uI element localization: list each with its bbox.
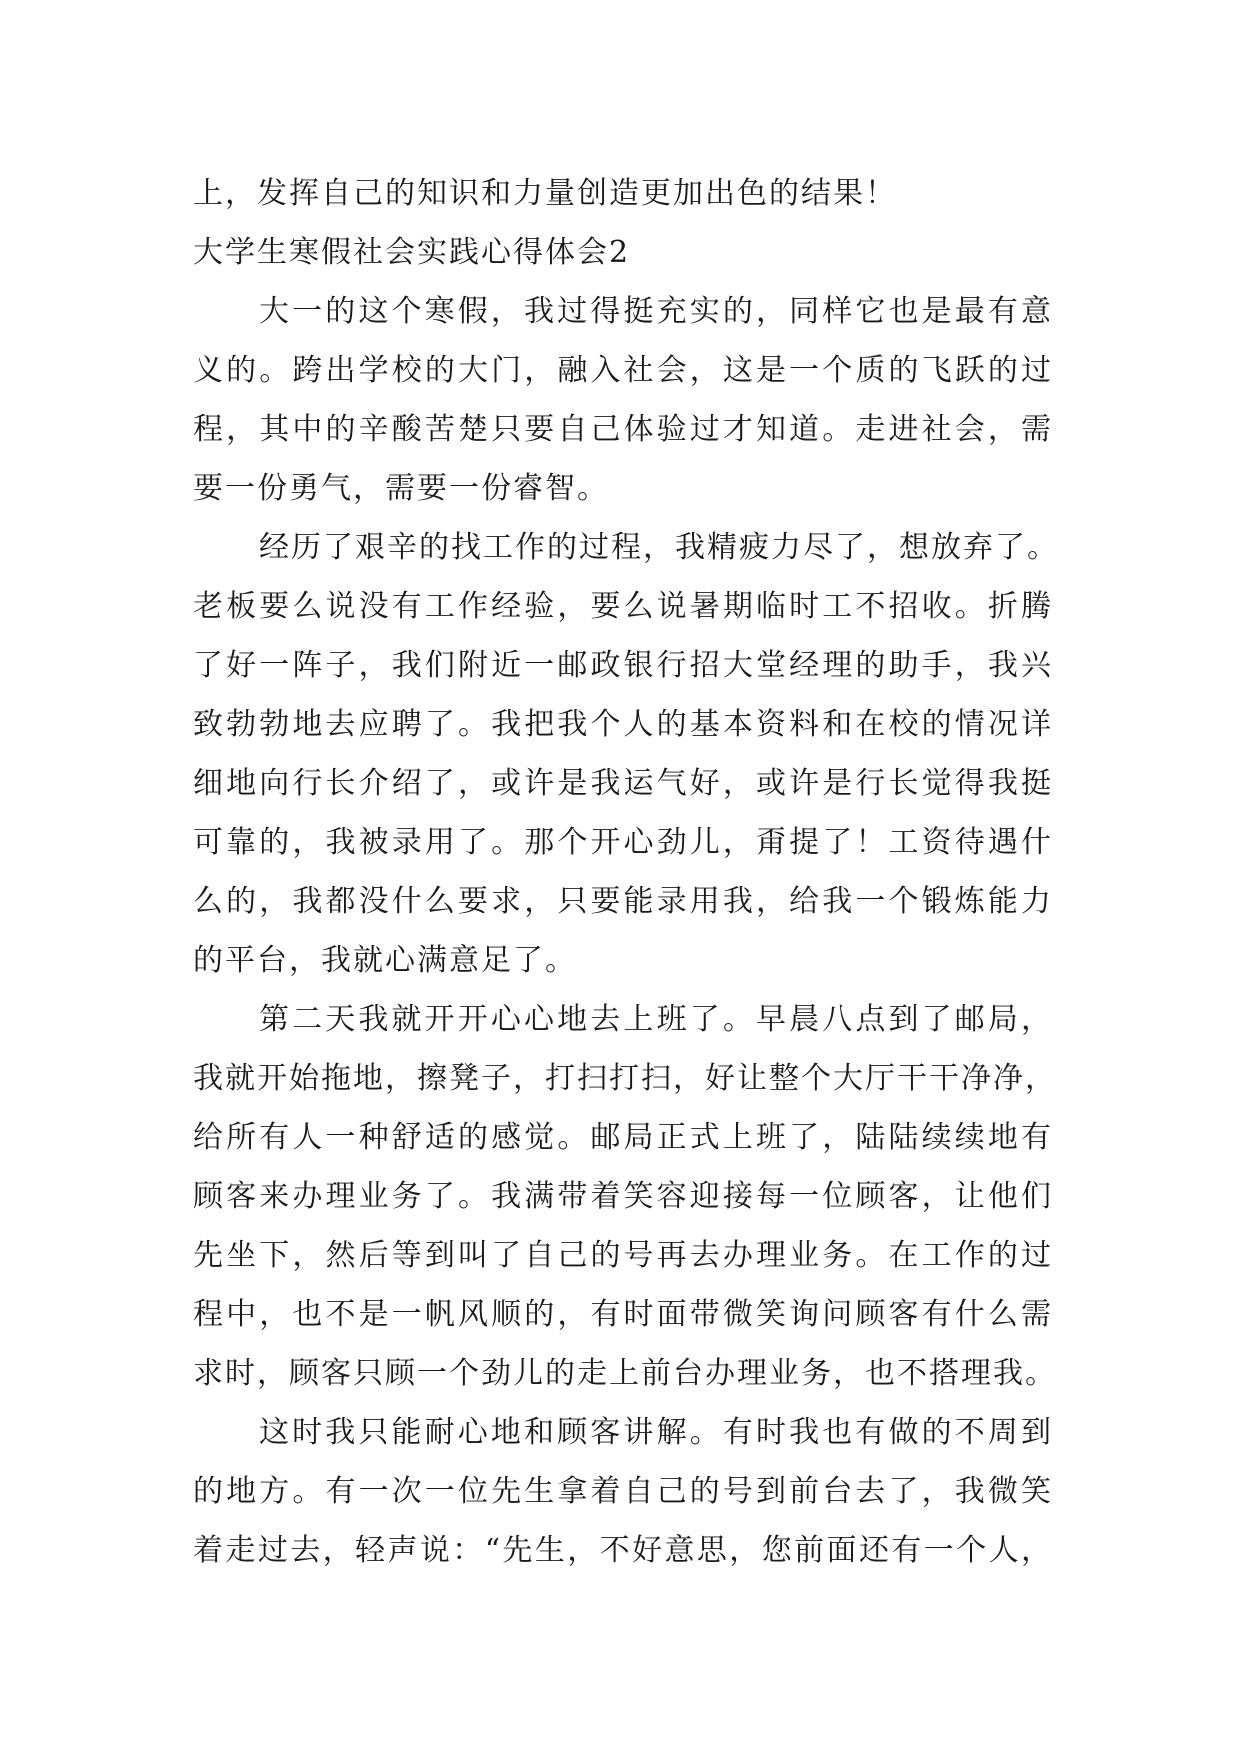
text-line: 我就开始拖地，擦凳子，打扫打扫，好让整个大厅干干净净， xyxy=(193,1061,1057,1096)
text-line: 的平台，我就心满意足了。 xyxy=(193,943,577,978)
text-line: 了好一阵子，我们附近一邮政银行招大堂经理的助手，我兴 xyxy=(193,648,1053,683)
text-line: 要一份勇气，需要一份睿智。 xyxy=(193,471,609,506)
text-line: 致勃勃地去应聘了。我把我个人的基本资料和在校的情况详 xyxy=(193,707,1053,742)
text-line: 给所有人一种舒适的感觉。邮局正式上班了，陆陆续续地有 xyxy=(193,1120,1053,1155)
text-line: 细地向行长介绍了，或许是我运气好，或许是行长觉得我挺 xyxy=(193,766,1053,801)
document-body xyxy=(193,164,1059,1580)
text-line: 大学生寒假社会实践心得体会2 xyxy=(193,235,631,270)
text-line: 义的。跨出学校的大门，融入社会，这是一个质的飞跃的过 xyxy=(193,353,1053,388)
text-line: 顾客来办理业务了。我满带着笑容迎接每一位顾客，让他们 xyxy=(193,1179,1053,1214)
text-line: 么的，我都没什么要求，只要能录用我，给我一个锻炼能力 xyxy=(193,884,1053,919)
text-line: 这时我只能耐心地和顾客讲解。有时我也有做的不周到 xyxy=(259,1415,1053,1450)
text-line: 的地方。有一次一位先生拿着自己的号到前台去了，我微笑 xyxy=(193,1474,1053,1509)
text-line: 求时，顾客只顾一个劲儿的走上前台办理业务，也不搭理我。 xyxy=(193,1356,1057,1391)
text-line: 老板要么说没有工作经验，要么说暑期临时工不招收。折腾 xyxy=(193,589,1053,624)
text-line: 程，其中的辛酸苦楚只要自己体验过才知道。走进社会，需 xyxy=(193,412,1053,447)
text-line: 大一的这个寒假，我过得挺充实的，同样它也是最有意 xyxy=(259,294,1053,329)
text-line: 上，发挥自己的知识和力量创造更加出色的结果！ xyxy=(193,176,897,211)
text-line: 程中，也不是一帆风顺的，有时面带微笑询问顾客有什么需 xyxy=(193,1297,1053,1332)
text-line: 第二天我就开开心心地去上班了。早晨八点到了邮局， xyxy=(259,1002,1053,1037)
text-line: 可靠的，我被录用了。那个开心劲儿，甭提了！工资待遇什 xyxy=(193,825,1053,860)
text-line: 着走过去，轻声说：“先生，不好意思，您前面还有一个人， xyxy=(193,1533,1053,1568)
text-line: 先坐下，然后等到叫了自己的号再去办理业务。在工作的过 xyxy=(193,1238,1053,1273)
text-line: 经历了艰辛的找工作的过程，我精疲力尽了，想放弃了。 xyxy=(259,530,1059,565)
